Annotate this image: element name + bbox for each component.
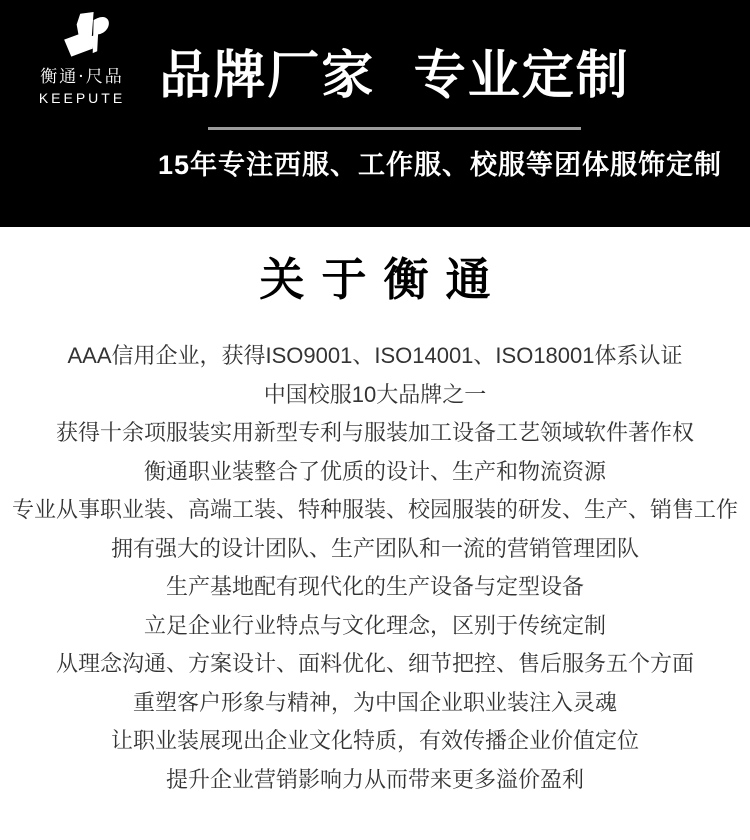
- about-line: 从理念沟通、方案设计、面料优化、细节把控、售后服务五个方面: [55, 651, 694, 676]
- about-line: 获得十余项服装实用新型专利与服装加工设备工艺领域软件著作权: [55, 420, 694, 445]
- about-line: 专业从事职业装、高端工装、特种服装、校园服装的研发、生产、销售工作: [11, 497, 738, 522]
- brand-mark-icon: [30, 12, 134, 67]
- about-line: 衡通职业装整合了优质的设计、生产和物流资源: [143, 458, 606, 484]
- header-text-block: [158, 0, 723, 180]
- about-line: 中国校服10大品牌之一: [263, 381, 487, 407]
- header-banner: [0, 0, 750, 227]
- about-line: 让职业装展现出企业文化特质，有效传播企业价值定位: [110, 728, 639, 753]
- brand-name-chinese: 衡通·尺品: [40, 67, 124, 87]
- brand-name-english: KEEPUTE: [38, 90, 126, 106]
- about-line: 提升企业营销影响力从而带来更多溢价盈利: [165, 766, 584, 792]
- about-section: [0, 227, 750, 799]
- banner-subtitle: 15年专注西服、工作服、校服等团体服饰定制: [158, 150, 723, 180]
- about-body: [0, 337, 750, 799]
- about-line: 立足企业行业特点与文化理念，区别于传统定制: [143, 612, 606, 638]
- about-line: AAA信用企业，获得ISO9001、ISO14001、ISO18001体系认证: [67, 343, 683, 368]
- brand-logo: [30, 12, 134, 106]
- about-line: 重塑客户形象与精神，为中国企业职业装注入灵魂: [132, 689, 617, 715]
- banner-title: 品牌厂家 专业定制: [159, 47, 630, 105]
- about-line: 拥有强大的设计团队、生产团队和一流的营销管理团队: [110, 535, 639, 561]
- about-line: 生产基地配有现代化的生产设备与定型设备: [165, 574, 584, 599]
- title-divider-line: [208, 127, 581, 130]
- about-heading: 关于衡通: [259, 254, 508, 305]
